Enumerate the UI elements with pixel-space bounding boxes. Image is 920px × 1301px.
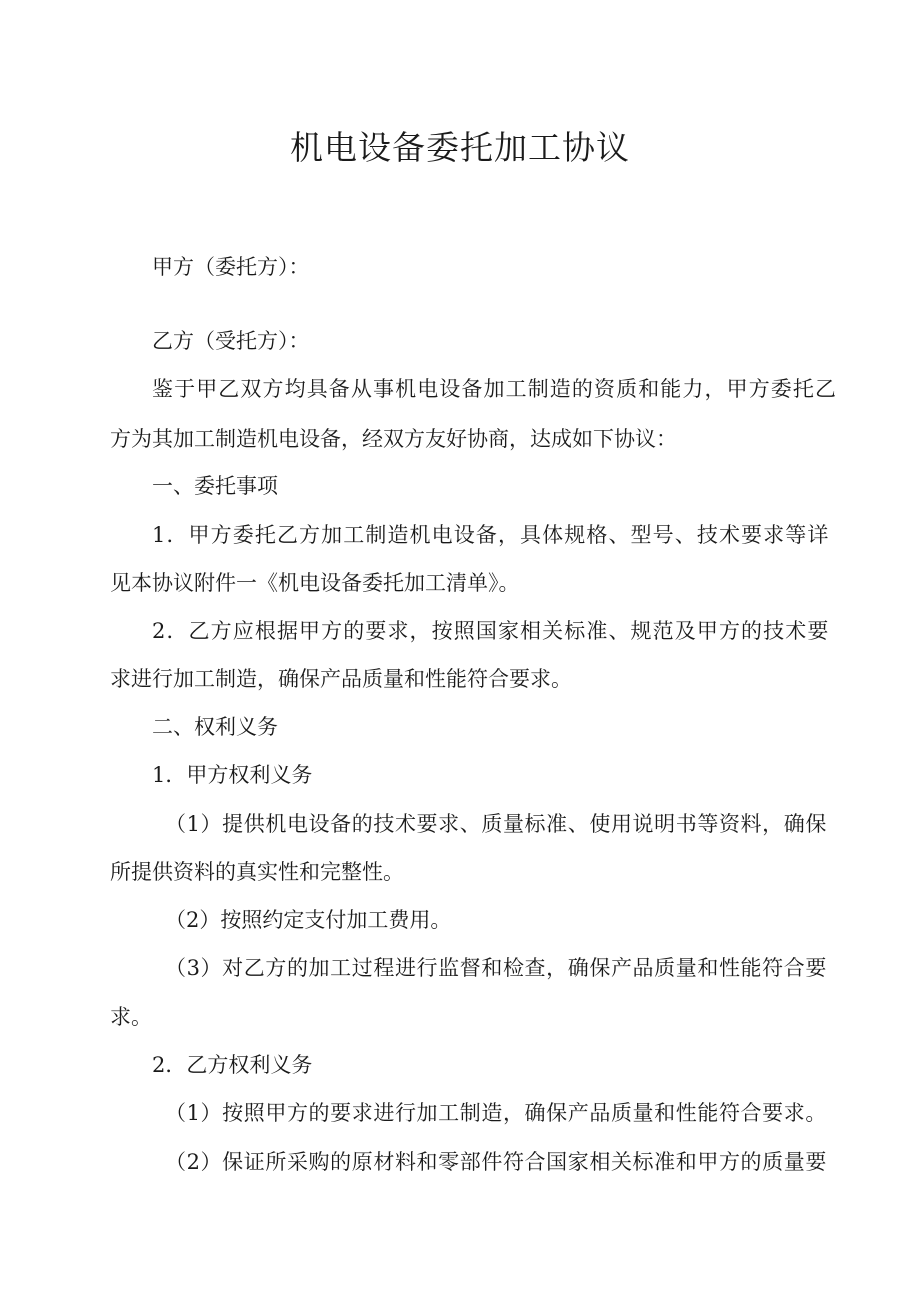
subsection-heading-2-2: 2．乙方权利义务 [152, 1053, 313, 1077]
party-b-line: 乙方（受托方）： [152, 329, 310, 353]
clause-1-1-line-1: 1．甲方委托乙方加工制造机电设备，具体规格、型号、技术要求等详 [152, 523, 830, 547]
item-2-1-3-line-1: （3）对乙方的加工过程进行监督和检查，确保产品质量和性能符合要 [165, 956, 827, 980]
preamble-line-2: 方为其加工制造机电设备，经双方友好协商，达成如下协议： [110, 427, 677, 451]
clause-1-2-line-1: 2．乙方应根据甲方的要求，按照国家相关标准、规范及甲方的技术要 [152, 619, 830, 643]
preamble-line-1: 鉴于甲乙双方均具备从事机电设备加工制造的资质和能力，甲方委托乙 [152, 377, 838, 401]
clause-1-1-line-2: 见本协议附件一《机电设备委托加工清单》。 [110, 571, 520, 595]
item-2-1-1-line-2: 所提供资料的真实性和完整性。 [110, 860, 404, 884]
item-2-1-1-line-1: （1）提供机电设备的技术要求、质量标准、使用说明书等资料，确保 [165, 812, 827, 836]
item-2-1-2: （2）按照约定支付加工费用。 [165, 908, 452, 932]
item-2-2-1: （1）按照甲方的要求进行加工制造，确保产品质量和性能符合要求。 [165, 1101, 827, 1125]
party-a-line: 甲方（委托方）： [152, 255, 310, 279]
item-2-2-2-line-1: （2）保证所采购的原材料和零部件符合国家相关标准和甲方的质量要 [165, 1150, 827, 1174]
subsection-heading-2-1: 1．甲方权利义务 [152, 763, 313, 787]
section-heading-1: 一、委托事项 [152, 474, 278, 498]
document-title: 机电设备委托加工协议 [290, 128, 630, 167]
section-heading-2: 二、权利义务 [152, 715, 278, 739]
item-2-1-3-line-2: 求。 [110, 1005, 152, 1029]
clause-1-2-line-2: 求进行加工制造，确保产品质量和性能符合要求。 [110, 667, 572, 691]
